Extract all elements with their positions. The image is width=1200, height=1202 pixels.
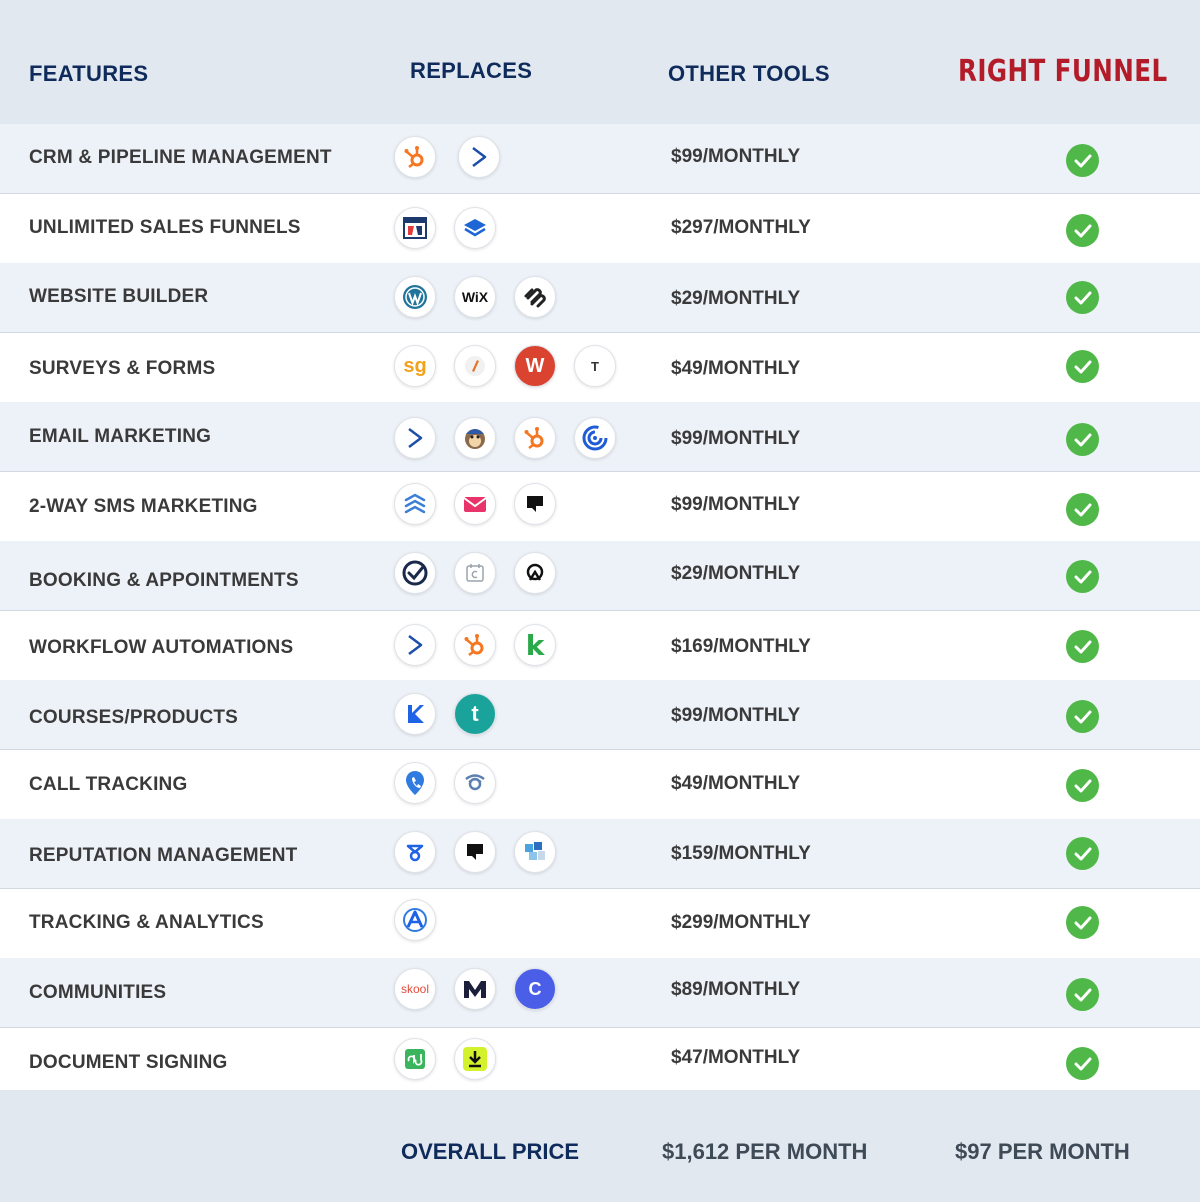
check-icon (1066, 144, 1099, 177)
other-tools-heading: OTHER TOOLS (668, 61, 830, 86)
constantcontact-icon (574, 417, 616, 459)
layers-icon (454, 207, 496, 249)
surveygizmo-icon: sg (394, 345, 436, 387)
wix-icon: WiX (454, 276, 496, 318)
download-icon (454, 1038, 496, 1080)
table-row (0, 402, 1200, 472)
table-row (0, 193, 1200, 264)
other-tools-price: $99/MONTHLY (671, 705, 801, 726)
right-funnel-logo: RIGHT FUNNEL (958, 54, 1168, 89)
activecampaign-icon (458, 136, 500, 178)
table-row (0, 819, 1200, 889)
activecampaign-icon (394, 417, 436, 459)
table-row (0, 610, 1200, 681)
calendar-icon (454, 552, 496, 594)
feature-label: BOOKING & APPOINTMENTS (29, 570, 299, 591)
analytics-a-icon (394, 899, 436, 941)
check-icon (1066, 281, 1099, 314)
other-tools-price: $159/MONTHLY (671, 843, 811, 864)
check-icon (1066, 700, 1099, 733)
feature-label: CRM & PIPELINE MANAGEMENT (29, 147, 332, 168)
table-row (0, 958, 1200, 1028)
feature-label: SURVEYS & FORMS (29, 358, 216, 379)
check-icon (1066, 837, 1099, 870)
clickfunnels-icon (394, 207, 436, 249)
check-icon (1066, 214, 1099, 247)
feature-label: WEBSITE BUILDER (29, 286, 209, 307)
table-row (0, 680, 1200, 750)
wufoo-icon: W (514, 345, 556, 387)
other-tools-price: $99/MONTHLY (671, 494, 801, 515)
table-row (0, 541, 1200, 611)
callrail-pin-icon (394, 762, 436, 804)
feature-label: COURSES/PRODUCTS (29, 707, 239, 728)
table-row (0, 471, 1200, 542)
other-tools-price: $29/MONTHLY (671, 563, 801, 584)
feature-label: CALL TRACKING (29, 774, 188, 795)
check-icon (1066, 1047, 1099, 1080)
replaces-heading: REPLACES (410, 58, 533, 83)
wordpress-icon (394, 276, 436, 318)
feature-label: COMMUNITIES (29, 982, 167, 1003)
circle-c-icon: C (514, 968, 556, 1010)
hubspot-icon (514, 417, 556, 459)
hubspot-icon (394, 136, 436, 178)
other-tools-price: $29/MONTHLY (671, 288, 801, 309)
feature-label: DOCUMENT SIGNING (29, 1052, 228, 1073)
features-heading: FEATURES (29, 61, 149, 86)
birdeye-icon (394, 831, 436, 873)
other-tools-price: $299/MONTHLY (671, 912, 811, 933)
check-icon (1066, 493, 1099, 526)
feature-label: EMAIL MARKETING (29, 426, 212, 447)
overall-price-label: OVERALL PRICE (401, 1139, 580, 1164)
puzzle-icon (514, 831, 556, 873)
pandadoc-icon (394, 1038, 436, 1080)
kajabi-icon (394, 693, 436, 735)
hubspot-icon (454, 624, 496, 666)
table-row (0, 332, 1200, 403)
table-footer (0, 1090, 1200, 1202)
feature-label: WORKFLOW AUTOMATIONS (29, 637, 294, 658)
table-row (0, 124, 1200, 194)
right-funnel-total: $97 PER MONTH (955, 1139, 1130, 1164)
skool-icon: skool (394, 968, 436, 1010)
flag-chat-icon (454, 831, 496, 873)
scheduler-check-icon (394, 552, 436, 594)
other-tools-price: $169/MONTHLY (671, 636, 811, 657)
table-header (0, 0, 1200, 125)
other-tools-price: $99/MONTHLY (671, 146, 801, 167)
squarespace-icon (514, 276, 556, 318)
acuity-icon (514, 552, 556, 594)
keap-icon: k (514, 624, 556, 666)
typeform-icon: T (574, 345, 616, 387)
other-tools-price: $99/MONTHLY (671, 428, 801, 449)
stack-waves-icon (394, 483, 436, 525)
check-icon (1066, 906, 1099, 939)
phone-ring-icon (454, 762, 496, 804)
check-icon (1066, 350, 1099, 383)
check-icon (1066, 560, 1099, 593)
check-icon (1066, 423, 1099, 456)
teachable-icon: t (454, 693, 496, 735)
other-tools-price: $47/MONTHLY (671, 1047, 801, 1068)
feature-label: UNLIMITED SALES FUNNELS (29, 217, 301, 238)
sms-envelope-icon (454, 483, 496, 525)
mighty-icon (454, 968, 496, 1010)
other-tools-price: $49/MONTHLY (671, 358, 801, 379)
table-row (0, 749, 1200, 820)
other-tools-total: $1,612 PER MONTH (662, 1139, 868, 1164)
feature-label: TRACKING & ANALYTICS (29, 912, 264, 933)
table-row (0, 888, 1200, 959)
form-pen-icon (454, 345, 496, 387)
feature-label: 2-WAY SMS MARKETING (29, 496, 258, 517)
check-icon (1066, 978, 1099, 1011)
table-row (0, 263, 1200, 333)
check-icon (1066, 630, 1099, 663)
other-tools-price: $297/MONTHLY (671, 217, 811, 238)
feature-label: REPUTATION MANAGEMENT (29, 845, 298, 866)
other-tools-price: $49/MONTHLY (671, 773, 801, 794)
check-icon (1066, 769, 1099, 802)
flag-chat-icon (514, 483, 556, 525)
other-tools-price: $89/MONTHLY (671, 979, 801, 1000)
mailchimp-icon (454, 417, 496, 459)
activecampaign-icon (394, 624, 436, 666)
table-row (0, 1027, 1200, 1090)
